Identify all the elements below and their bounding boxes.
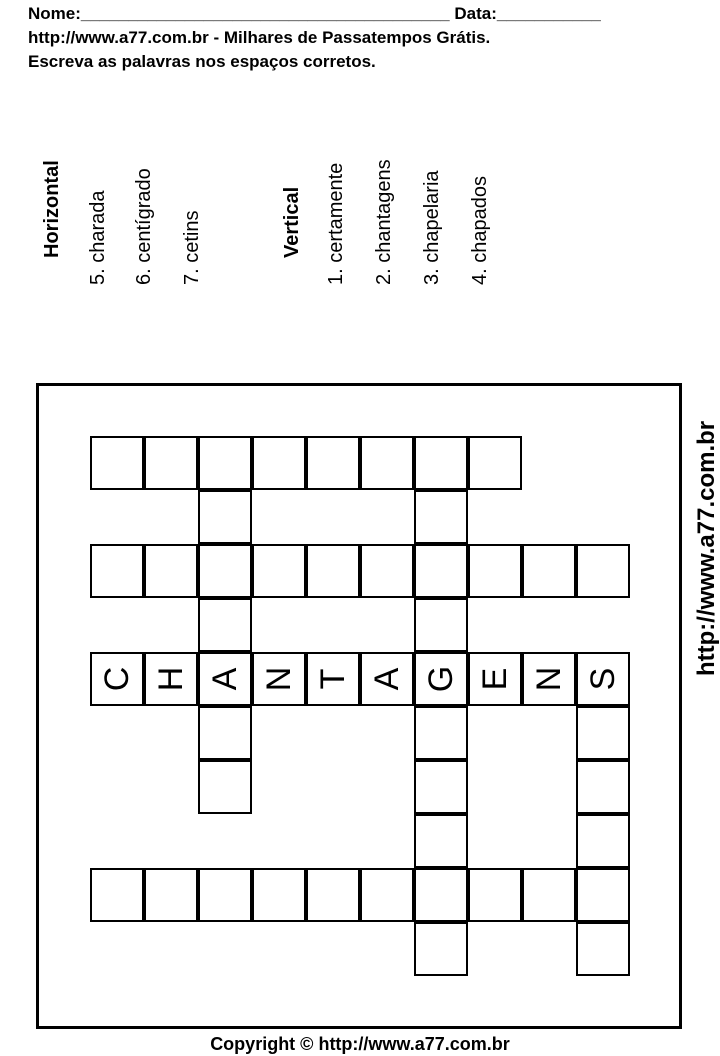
grid-cell[interactable] [576,922,630,976]
grid-cell[interactable] [414,598,468,652]
grid-cell[interactable] [306,544,360,598]
vertical-clues-title: Vertical [281,186,303,258]
grid-cell[interactable] [144,436,198,490]
grid-cell[interactable] [144,868,198,922]
vertical-clue-2: 2. chantagens [373,159,395,285]
grid-cell[interactable] [360,436,414,490]
grid-cell[interactable] [414,652,468,706]
grid-cell[interactable] [414,544,468,598]
horizontal-clue-7: 7. cetins [181,210,203,285]
grid-cell[interactable] [414,868,468,922]
grid-letter: C [97,666,136,692]
horizontal-clue-5: 5. charada [87,190,109,285]
grid-letter: N [529,666,568,692]
grid-letter: G [421,665,460,693]
horizontal-clues-title: Horizontal [41,160,63,258]
grid-cell[interactable] [468,436,522,490]
grid-cell[interactable] [576,706,630,760]
vertical-clue-3: 3. chapelaria [421,170,443,285]
side-watermark: http://www.a77.com.br [693,420,720,676]
grid-cell[interactable] [198,706,252,760]
grid-cell[interactable] [414,814,468,868]
grid-letter: A [205,667,244,691]
grid-cell[interactable] [522,652,576,706]
grid-cell[interactable] [252,652,306,706]
grid-cell[interactable] [198,490,252,544]
grid-cell[interactable] [198,652,252,706]
grid-cell[interactable] [360,652,414,706]
grid-cell[interactable] [90,544,144,598]
grid-cell[interactable] [198,544,252,598]
grid-cell[interactable] [360,544,414,598]
grid-cell[interactable] [90,652,144,706]
grid-cell[interactable] [576,814,630,868]
vertical-clue-1: 1. certamente [325,162,347,285]
grid-cell[interactable] [144,544,198,598]
grid-cell[interactable] [198,760,252,814]
grid-letter: S [583,667,622,691]
name-date-line: Nome:_______________________________________ Data:___________ [28,4,601,23]
grid-cell[interactable] [90,868,144,922]
grid-cell[interactable] [306,868,360,922]
grid-cell[interactable] [252,544,306,598]
grid-cell[interactable] [414,922,468,976]
grid-letter: A [367,667,406,691]
grid-cell[interactable] [144,652,198,706]
grid-letter: E [475,667,514,691]
grid-cell[interactable] [198,868,252,922]
grid-cell[interactable] [360,868,414,922]
grid-cell[interactable] [198,598,252,652]
grid-cell[interactable] [576,760,630,814]
grid-cell[interactable] [414,490,468,544]
grid-cell[interactable] [414,760,468,814]
grid-cell[interactable] [468,544,522,598]
grid-letter: T [313,668,352,690]
grid-cell[interactable] [522,868,576,922]
grid-cell[interactable] [198,436,252,490]
grid-cell[interactable] [252,436,306,490]
grid-cell[interactable] [576,868,630,922]
horizontal-clue-6: 6. centígrado [133,168,155,285]
grid-letter: N [259,666,298,692]
copyright: Copyright © http://www.a77.com.br [210,1034,510,1054]
instruction: Escreva as palavras nos espaços corretos. [28,52,376,71]
grid-cell[interactable] [468,652,522,706]
site-line: http://www.a77.com.br - Milhares de Passatempos Grátis. [28,28,491,47]
grid-letter: H [151,666,190,692]
vertical-clue-4: 4. chapados [469,176,491,285]
grid-cell[interactable] [252,868,306,922]
grid-cell[interactable] [414,436,468,490]
grid-cell[interactable] [306,436,360,490]
grid-cell[interactable] [576,652,630,706]
grid-cell[interactable] [522,544,576,598]
grid-cell[interactable] [468,868,522,922]
grid-cell[interactable] [414,706,468,760]
grid-cell[interactable] [90,436,144,490]
grid-cell[interactable] [576,544,630,598]
grid-cell[interactable] [306,652,360,706]
